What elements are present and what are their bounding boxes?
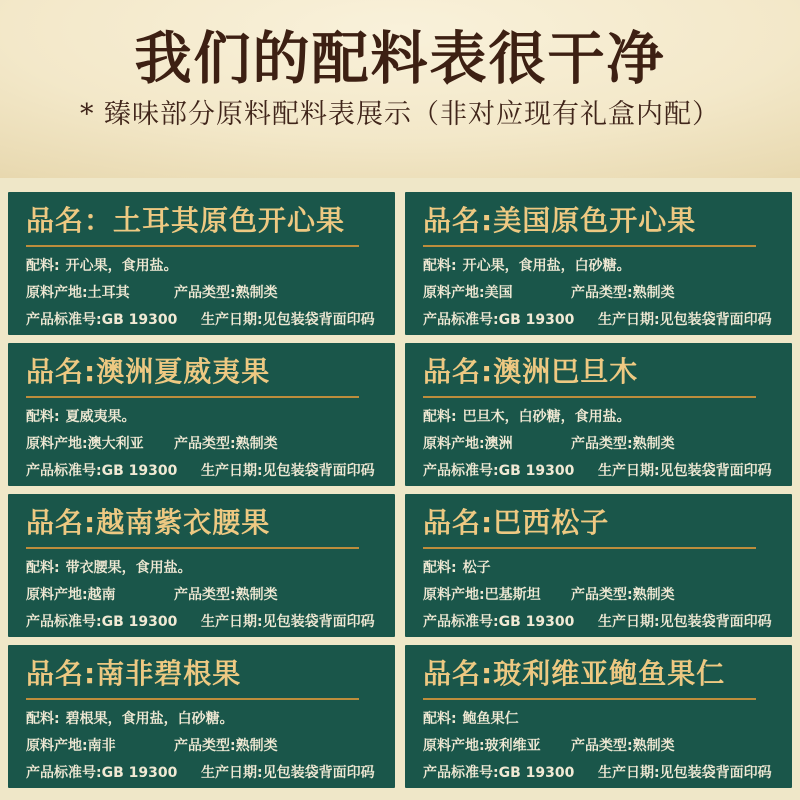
type-value: 熟制类 [235, 738, 278, 754]
standard-date-line [26, 463, 385, 480]
standard-label: 产品标准号: [26, 765, 102, 781]
origin-type-line [423, 738, 782, 755]
card-divider [26, 396, 359, 398]
standard-date-line [423, 765, 782, 782]
ingredients-line [423, 711, 782, 728]
type-label: 产品类型: [174, 738, 236, 754]
ingredient-card [8, 494, 395, 637]
date-label: 生产日期: [201, 463, 263, 479]
origin-value: 土耳其 [87, 285, 130, 301]
standard-value: GB 19300 [498, 463, 575, 479]
origin-pair [423, 285, 571, 302]
standard-date-line [26, 614, 385, 631]
product-name: 品名:玻利维亚鲍鱼果仁 [423, 657, 726, 690]
card-divider [26, 245, 359, 247]
type-pair [174, 587, 278, 604]
date-value: 见包装袋背面印码 [262, 463, 375, 479]
ingredients-value: 带衣腰果，食用盐。 [65, 560, 192, 576]
standard-pair [26, 614, 201, 631]
date-label: 生产日期: [201, 312, 263, 328]
standard-pair [26, 463, 201, 480]
date-pair [598, 765, 772, 782]
product-name: 品名：土耳其原色开心果 [26, 204, 346, 237]
ingredient-card [8, 192, 395, 335]
ingredients-value: 鲍鱼果仁 [462, 711, 519, 727]
origin-value: 澳大利亚 [87, 436, 144, 452]
card-divider [423, 245, 756, 247]
date-label: 生产日期: [201, 614, 263, 630]
standard-value: GB 19300 [498, 614, 575, 630]
date-value: 见包装袋背面印码 [262, 765, 375, 781]
origin-label: 原料产地: [423, 285, 485, 301]
standard-date-line [423, 614, 782, 631]
card-divider [423, 396, 756, 398]
ingredient-card [8, 343, 395, 486]
date-pair [598, 463, 772, 480]
origin-value: 南非 [87, 738, 116, 754]
ingredients-line [423, 409, 782, 426]
standard-value: GB 19300 [101, 614, 178, 630]
ingredients-value: 巴旦木，白砂糖，食用盐。 [462, 409, 631, 425]
origin-type-line [423, 436, 782, 453]
type-label: 产品类型: [571, 738, 633, 754]
ingredients-line [26, 258, 385, 275]
origin-pair [423, 738, 571, 755]
type-value: 熟制类 [632, 285, 675, 301]
type-label: 产品类型: [174, 285, 236, 301]
origin-value: 美国 [484, 285, 513, 301]
type-value: 熟制类 [632, 738, 675, 754]
standard-pair [423, 312, 598, 329]
standard-date-line [26, 765, 385, 782]
product-name: 品名:南非碧根果 [26, 657, 242, 690]
date-pair [201, 463, 375, 480]
type-pair [571, 436, 675, 453]
origin-value: 玻利维亚 [484, 738, 541, 754]
standard-pair [423, 614, 598, 631]
ingredients-label: 配料: [423, 711, 457, 727]
ingredients-label: 配料: [423, 409, 457, 425]
ingredients-value: 开心果，食用盐，白砂糖。 [462, 258, 631, 274]
type-pair [571, 285, 675, 302]
standard-pair [26, 765, 201, 782]
page-subtitle: * 臻味部分原料配料表展示（非对应现有礼盒内配） [79, 99, 721, 130]
type-pair [174, 738, 278, 755]
type-value: 熟制类 [235, 285, 278, 301]
standard-label: 产品标准号: [423, 614, 499, 630]
date-pair [201, 765, 375, 782]
origin-value: 越南 [87, 587, 116, 603]
ingredients-label: 配料: [26, 258, 60, 274]
origin-pair [423, 587, 571, 604]
ingredients-value: 夏威夷果。 [65, 409, 136, 425]
product-name: 品名:澳洲夏威夷果 [26, 355, 271, 388]
origin-pair [26, 587, 174, 604]
ingredients-value: 开心果，食用盐。 [65, 258, 178, 274]
header [0, 0, 800, 178]
origin-label: 原料产地: [26, 285, 88, 301]
page-title: 我们的配料表很干净 [134, 25, 666, 92]
standard-value: GB 19300 [101, 765, 178, 781]
origin-label: 原料产地: [26, 587, 88, 603]
ingredients-label: 配料: [423, 560, 457, 576]
date-pair [201, 312, 375, 329]
origin-label: 原料产地: [423, 436, 485, 452]
ingredients-label: 配料: [26, 409, 60, 425]
date-value: 见包装袋背面印码 [262, 614, 375, 630]
type-pair [571, 738, 675, 755]
origin-type-line [26, 285, 385, 302]
ingredients-line [423, 258, 782, 275]
date-label: 生产日期: [598, 765, 660, 781]
date-pair [201, 614, 375, 631]
type-value: 熟制类 [235, 587, 278, 603]
product-name: 品名:巴西松子 [423, 506, 610, 539]
ingredients-label: 配料: [423, 258, 457, 274]
type-label: 产品类型: [571, 587, 633, 603]
ingredients-label: 配料: [26, 560, 60, 576]
type-value: 熟制类 [235, 436, 278, 452]
product-name: 品名:美国原色开心果 [423, 204, 697, 237]
date-label: 生产日期: [598, 312, 660, 328]
standard-value: GB 19300 [498, 312, 575, 328]
standard-label: 产品标准号: [26, 312, 102, 328]
standard-label: 产品标准号: [423, 463, 499, 479]
ingredient-card [405, 494, 792, 637]
ingredients-label: 配料: [26, 711, 60, 727]
origin-label: 原料产地: [26, 738, 88, 754]
standard-pair [26, 312, 201, 329]
card-divider [423, 547, 756, 549]
date-value: 见包装袋背面印码 [659, 765, 772, 781]
ingredient-cards-grid [0, 178, 800, 800]
card-divider [26, 698, 359, 700]
origin-value: 澳洲 [484, 436, 513, 452]
origin-value: 巴基斯坦 [484, 587, 541, 603]
standard-value: GB 19300 [101, 312, 178, 328]
type-value: 熟制类 [632, 436, 675, 452]
origin-label: 原料产地: [423, 738, 485, 754]
standard-label: 产品标准号: [423, 312, 499, 328]
origin-type-line [26, 436, 385, 453]
origin-type-line [423, 285, 782, 302]
date-pair [598, 312, 772, 329]
ingredient-card [405, 645, 792, 788]
date-value: 见包装袋背面印码 [262, 312, 375, 328]
type-label: 产品类型: [571, 436, 633, 452]
type-pair [174, 285, 278, 302]
date-pair [598, 614, 772, 631]
type-pair [571, 587, 675, 604]
standard-label: 产品标准号: [26, 614, 102, 630]
date-label: 生产日期: [598, 463, 660, 479]
standard-value: GB 19300 [101, 463, 178, 479]
standard-date-line [423, 463, 782, 480]
date-value: 见包装袋背面印码 [659, 614, 772, 630]
ingredients-line [26, 560, 385, 577]
standard-pair [423, 463, 598, 480]
ingredients-line [423, 560, 782, 577]
type-label: 产品类型: [174, 436, 236, 452]
ingredient-card [405, 192, 792, 335]
standard-date-line [26, 312, 385, 329]
type-label: 产品类型: [174, 587, 236, 603]
date-value: 见包装袋背面印码 [659, 312, 772, 328]
date-label: 生产日期: [598, 614, 660, 630]
product-name: 品名:越南紫衣腰果 [26, 506, 271, 539]
date-value: 见包装袋背面印码 [659, 463, 772, 479]
card-divider [423, 698, 756, 700]
standard-label: 产品标准号: [423, 765, 499, 781]
product-name: 品名:澳洲巴旦木 [423, 355, 639, 388]
ingredients-value: 碧根果，食用盐，白砂糖。 [65, 711, 234, 727]
standard-date-line [423, 312, 782, 329]
standard-label: 产品标准号: [26, 463, 102, 479]
ingredients-line [26, 711, 385, 728]
card-divider [26, 547, 359, 549]
ingredient-card [405, 343, 792, 486]
origin-pair [26, 738, 174, 755]
type-pair [174, 436, 278, 453]
origin-label: 原料产地: [26, 436, 88, 452]
standard-pair [423, 765, 598, 782]
ingredient-card [8, 645, 395, 788]
origin-pair [26, 285, 174, 302]
standard-value: GB 19300 [498, 765, 575, 781]
type-label: 产品类型: [571, 285, 633, 301]
origin-pair [423, 436, 571, 453]
date-label: 生产日期: [201, 765, 263, 781]
ingredients-line [26, 409, 385, 426]
ingredients-value: 松子 [462, 560, 491, 576]
origin-pair [26, 436, 174, 453]
type-value: 熟制类 [632, 587, 675, 603]
origin-label: 原料产地: [423, 587, 485, 603]
origin-type-line [423, 587, 782, 604]
origin-type-line [26, 738, 385, 755]
origin-type-line [26, 587, 385, 604]
